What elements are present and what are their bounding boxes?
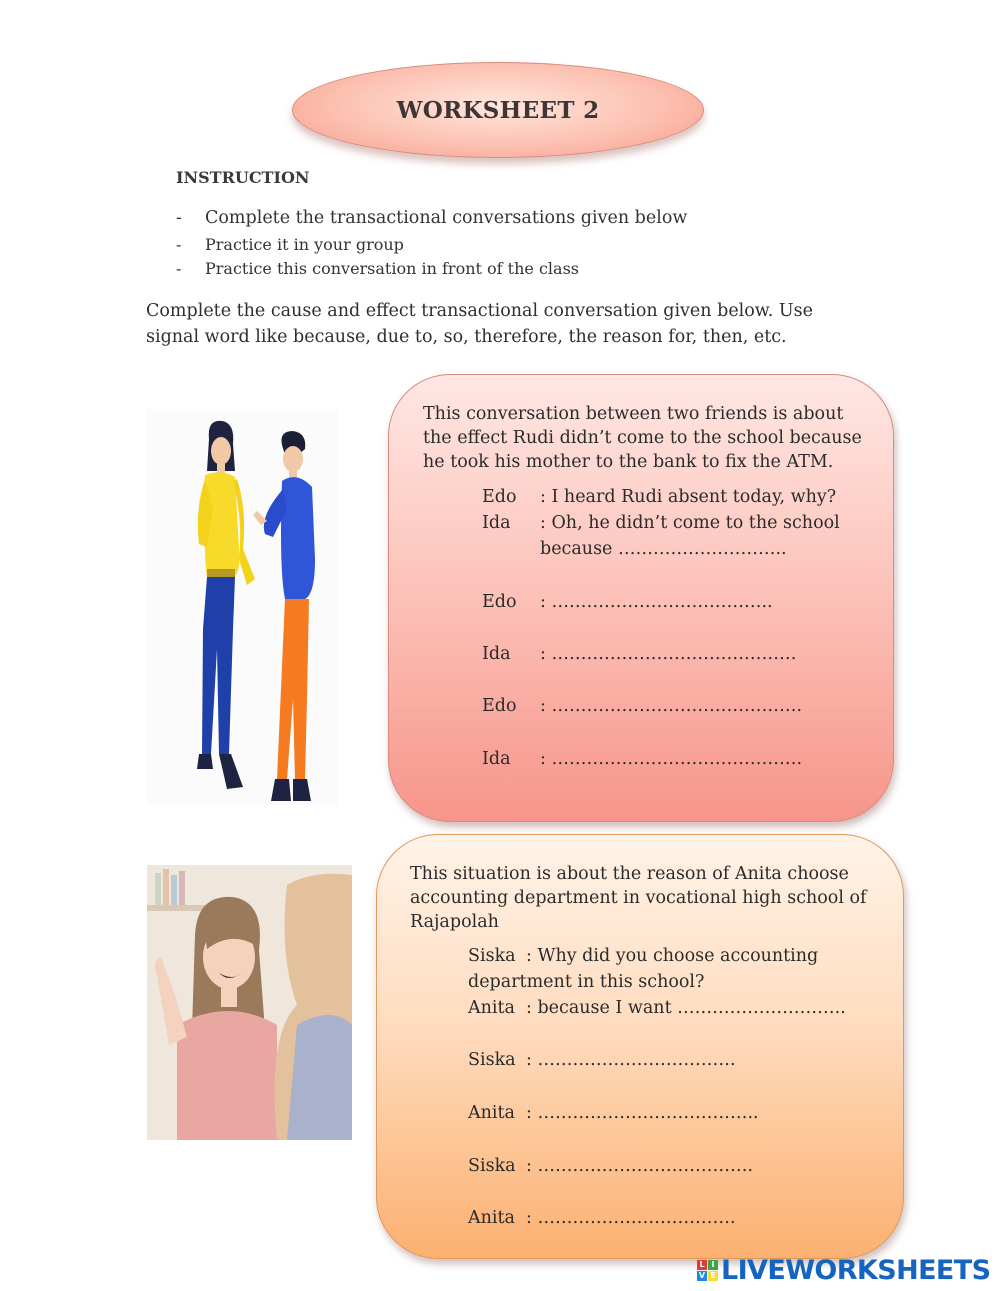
speaker-name: Edo — [482, 592, 517, 612]
bullet-text: Practice this conversation in front of the class — [205, 259, 579, 278]
speaker-name: Edo — [482, 696, 517, 716]
bullet-text: Practice it in your group — [205, 235, 404, 254]
dialogue-line — [482, 510, 840, 562]
liveworksheets-logo[interactable] — [697, 1255, 990, 1285]
instruction-heading: INSTRUCTION — [176, 168, 310, 187]
logo-mark-letter: E — [708, 1271, 718, 1281]
dialogue-line — [482, 484, 836, 510]
dialogue-line — [482, 589, 773, 615]
bullet-text: Complete the transactional conversations given below — [205, 208, 688, 228]
two-friends-illustration — [147, 409, 338, 805]
speaker-name: Ida — [482, 749, 511, 769]
intro-paragraph: Complete the cause and effect transactional conversation given below. Use signal word like because, due to, so, therefore, the reason for, then, etc. — [146, 301, 813, 347]
speaker-name: Siska — [468, 1156, 516, 1176]
dialogue-blank[interactable]: : because I want ……………………….. — [526, 998, 846, 1018]
dialogue-blank[interactable]: : ……………………………………. — [540, 749, 803, 769]
dialogue-line — [468, 1100, 759, 1126]
speaker-name: Anita — [468, 998, 515, 1018]
dialogue-text: department in this school? — [468, 972, 705, 992]
conversation-box-2 — [376, 834, 904, 1259]
dialogue-blank[interactable]: : ……………………………….. — [540, 592, 773, 612]
speaker-name: Anita — [468, 1208, 515, 1228]
dialogue-line — [468, 1205, 736, 1231]
instruction-bullet: - Complete the transactional conversations given below — [176, 208, 688, 228]
logo-text: LIVEWORKSHEETS — [721, 1254, 991, 1286]
dialogue-blank[interactable]: because ……………………….. — [540, 539, 787, 559]
speaker-name: Ida — [482, 644, 511, 664]
dialogue-line — [482, 693, 802, 719]
dialogue-blank[interactable]: : …………………………………… — [540, 644, 797, 664]
conversation-description: This conversation between two friends is about the effect Rudi didn’t come to the school because he took his mother to the bank to fix the ATM. — [423, 404, 862, 472]
dialogue-line — [468, 1153, 753, 1179]
dialogue-blank[interactable]: : ……………………………….. — [526, 1103, 759, 1123]
dialogue-line — [468, 943, 818, 995]
dialogue-text: : Why did you choose accounting — [526, 946, 819, 966]
speaker-name: Edo — [482, 487, 517, 507]
dialogue-blank[interactable]: : ……………………………. — [526, 1208, 736, 1228]
title-oval — [292, 62, 704, 158]
dialogue-blank[interactable]: : ……………………………. — [526, 1050, 736, 1070]
instruction-bullet: - Practice it in your group — [176, 235, 404, 254]
logo-mark-letter: L — [697, 1260, 707, 1270]
dialogue-text: : Oh, he didn’t come to the school — [540, 513, 840, 533]
logo-mark-icon — [697, 1260, 718, 1281]
dialogue-blank[interactable]: : ……………………………………. — [540, 696, 803, 716]
dialogue-blank[interactable]: : ………………………………. — [526, 1156, 754, 1176]
page-title: WORKSHEET 2 — [396, 96, 600, 124]
instruction-bullet: - Practice this conversation in front of the class — [176, 259, 579, 278]
logo-mark-letter: I — [708, 1260, 718, 1270]
dialogue-line — [482, 746, 802, 772]
dialogue-line — [468, 995, 846, 1021]
speaker-name: Ida — [482, 513, 511, 533]
logo-mark-letter: V — [698, 1270, 706, 1280]
speaker-name: Siska — [468, 1050, 516, 1070]
dialogue-text: : I heard Rudi absent today, why? — [540, 487, 837, 507]
conversation-box-1 — [388, 374, 894, 822]
speaker-name: Siska — [468, 946, 516, 966]
dialogue-line — [482, 641, 796, 667]
two-women-illustration — [147, 865, 352, 1140]
dialogue-line — [468, 1047, 736, 1073]
speaker-name: Anita — [468, 1103, 515, 1123]
conversation-description: This situation is about the reason of Anita choose accounting department in vocational high school of Rajapolah — [410, 864, 867, 932]
